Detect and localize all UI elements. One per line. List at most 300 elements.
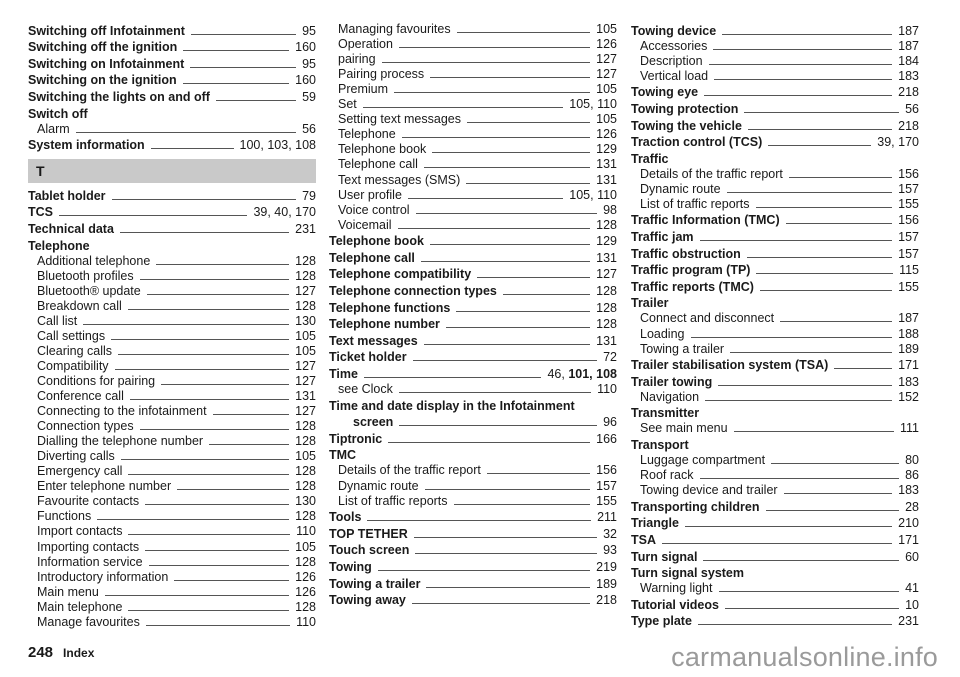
page-refs: 110: [296, 524, 316, 539]
page-refs: 105, 110: [569, 187, 617, 202]
leader-line: [744, 112, 899, 113]
leader-line: [432, 152, 590, 153]
index-entry: [28, 419, 316, 434]
page-refs: 72: [603, 350, 617, 365]
entry-pages: [596, 37, 617, 52]
entry-pages: [898, 69, 919, 84]
leader-line: [421, 261, 590, 262]
page-refs: 129: [596, 234, 617, 249]
entry-pages: [295, 540, 316, 555]
index-entry: [28, 570, 316, 585]
index-entry: [28, 204, 316, 221]
entry-pages: [295, 269, 316, 284]
entry-term: Traffic program (TP): [631, 263, 751, 278]
entry-term: Switching on Infotainment: [28, 56, 185, 71]
leader-line: [456, 311, 590, 312]
leader-line: [691, 337, 893, 338]
entry-term: User profile: [338, 187, 402, 202]
page-refs: 127: [295, 404, 316, 419]
leader-line: [760, 290, 892, 291]
leader-line: [364, 377, 542, 378]
index-entry: [28, 404, 316, 419]
entry-term: Trailer stabilisation system (TSA): [631, 358, 829, 373]
entry-term: Enter telephone number: [37, 479, 172, 494]
page-refs: 127: [295, 358, 316, 373]
entry-pages: [898, 327, 919, 342]
index-entry: [329, 52, 617, 67]
page-refs: 60: [905, 549, 919, 564]
entry-pages: [898, 516, 919, 531]
leader-line: [394, 92, 590, 93]
entry-pages: [302, 122, 316, 137]
entry-term: Transport: [631, 438, 689, 453]
index-entry: [631, 342, 919, 357]
entry-pages: [597, 382, 617, 397]
index-entry: [329, 592, 617, 609]
entry-pages: [898, 197, 919, 212]
entry-pages: [295, 585, 316, 600]
entry-pages: [596, 218, 617, 233]
entry-pages: [596, 234, 617, 249]
index-entry: [28, 55, 316, 72]
entry-pages: [603, 350, 617, 365]
leader-line: [747, 257, 892, 258]
page-refs: 218: [898, 85, 919, 100]
entry-pages: [596, 494, 617, 509]
index-entry: [28, 539, 316, 554]
index-entry: [28, 374, 316, 389]
entry-pages: [596, 593, 617, 608]
leader-line: [415, 553, 597, 554]
entry-pages: [302, 57, 316, 72]
page-refs: 155: [898, 196, 919, 211]
page-refs: 155: [898, 279, 919, 294]
page-refs: 127: [295, 374, 316, 388]
entry-term: Importing contacts: [37, 539, 140, 554]
index-entry: [329, 233, 617, 250]
page-refs: 218: [596, 593, 617, 608]
index-entry: [28, 509, 316, 524]
index-entry: [28, 137, 316, 154]
leader-line: [467, 122, 590, 123]
index-entry: [631, 581, 919, 596]
entry-term: Traffic jam: [631, 230, 694, 245]
leader-line: [713, 49, 892, 50]
index-entry: [329, 97, 617, 112]
entry-term: Additional telephone: [37, 253, 151, 268]
entry-term: Voice control: [338, 202, 410, 217]
page-refs: 218: [898, 118, 919, 133]
leader-line: [216, 100, 296, 101]
leader-line: [128, 309, 289, 310]
entry-pages: [569, 97, 617, 112]
leader-line: [722, 34, 892, 35]
index-entry: [329, 266, 617, 283]
page-refs: 128: [295, 253, 316, 268]
index-entry: [28, 269, 316, 284]
entry-pages: [295, 600, 316, 615]
leader-line: [59, 215, 247, 216]
entry-pages: [905, 581, 919, 596]
entry-term: pairing: [338, 52, 376, 67]
page-refs: 105: [295, 328, 316, 343]
index-entry: [28, 284, 316, 299]
leader-line: [128, 534, 290, 535]
entry-term: Managing favourites: [338, 22, 451, 37]
page-refs: 171: [898, 532, 919, 547]
page-refs-bold: 101, 108: [568, 367, 617, 381]
leader-line: [128, 610, 289, 611]
entry-pages: [898, 54, 919, 69]
index-entry: [329, 316, 617, 333]
letter-section-header: T: [28, 159, 316, 183]
index-entry: [28, 585, 316, 600]
leader-line: [399, 47, 590, 48]
entry-pages: [302, 24, 316, 39]
index-entry: [631, 22, 919, 39]
page-refs: 128: [295, 268, 316, 283]
entry-term: TOP TETHER: [329, 526, 408, 541]
entry-term: Trailer: [631, 296, 669, 311]
page-refs: 126: [596, 127, 617, 142]
entry-pages: [898, 358, 919, 373]
entry-pages: [295, 299, 316, 314]
entry-pages: [603, 203, 617, 218]
leader-line: [748, 129, 892, 130]
index-entry: [329, 203, 617, 218]
leader-line: [161, 384, 289, 385]
entry-term: Details of the traffic report: [338, 463, 481, 478]
entry-term: Telephone book: [329, 234, 424, 249]
entry-pages: [900, 421, 919, 436]
entry-pages: [898, 230, 919, 245]
leader-line: [190, 67, 296, 68]
index-entry: [28, 449, 316, 464]
page-refs: 160: [295, 73, 316, 88]
page-refs: 127: [596, 52, 617, 67]
entry-term: Details of the traffic report: [640, 166, 783, 181]
entry-pages: [905, 550, 919, 565]
entry-pages: [596, 267, 617, 282]
index-entry: [631, 326, 919, 341]
entry-term: Tablet holder: [28, 188, 106, 203]
entry-pages: [899, 263, 919, 278]
leader-line: [704, 95, 892, 96]
page-refs: 127: [295, 283, 316, 298]
page-refs: 219: [596, 559, 617, 574]
entry-pages: [898, 483, 919, 498]
page-refs: 39, 40, 170: [253, 205, 316, 220]
entry-pages: [295, 284, 316, 299]
page-refs: 128: [596, 317, 617, 332]
leader-line: [705, 400, 892, 401]
leader-line: [398, 228, 591, 229]
leader-line: [367, 520, 591, 521]
entry-term: Touch screen: [329, 543, 410, 558]
entry-term: Tools: [329, 510, 362, 525]
entry-pages: [295, 494, 316, 509]
index-entry: [28, 220, 316, 237]
index-entry: [28, 314, 316, 329]
index-entry: [28, 434, 316, 449]
leader-line: [408, 198, 563, 199]
entry-pages: [295, 314, 316, 329]
page-refs: 128: [596, 217, 617, 232]
entry-pages: [295, 479, 316, 494]
index-entry: [329, 509, 617, 526]
page-refs: 86: [905, 468, 919, 483]
page-refs: 187: [898, 38, 919, 53]
leader-line: [789, 177, 892, 178]
leader-line: [112, 199, 297, 200]
entry-term: Roof rack: [640, 468, 694, 483]
entry-term: Time: [329, 367, 358, 381]
entry-pages: [898, 85, 919, 100]
entry-pages: [905, 453, 919, 468]
index-entry: [28, 524, 316, 539]
page-refs: 105: [596, 82, 617, 97]
leader-line: [698, 624, 892, 625]
watermark: carmanualsonline.info: [671, 642, 938, 672]
entry-term: Pairing process: [338, 67, 425, 82]
entry-term: Turn signal system: [631, 566, 744, 581]
entry-pages: [295, 344, 316, 359]
leader-line: [414, 537, 597, 538]
index-column-2: [329, 22, 617, 608]
entry-term: Telephone book: [338, 142, 427, 157]
entry-term: TCS: [28, 205, 53, 220]
index-entry: [631, 134, 919, 151]
leader-line: [454, 504, 591, 505]
entry-term: see Clock: [338, 382, 393, 397]
page-refs: 128: [295, 479, 316, 494]
entry-term: Type plate: [631, 614, 692, 629]
entry-term: Telephone call: [329, 250, 415, 265]
entry-pages: [295, 570, 316, 585]
page-refs: 128: [295, 298, 316, 313]
index-entry: [631, 311, 919, 326]
entry-term: Time and date display in the Infotainment: [329, 398, 575, 413]
page-refs: 56: [905, 101, 919, 116]
entry-term: Emergency call: [37, 464, 123, 479]
entry-term: Telephone: [338, 127, 396, 142]
page-refs: 131: [596, 172, 617, 187]
entry-pages: [905, 468, 919, 483]
page-refs: 111: [899, 421, 919, 436]
entry-term: Ticket holder: [329, 350, 407, 365]
index-entry: [631, 197, 919, 212]
entry-term: Import contacts: [37, 524, 123, 539]
index-column-3: [631, 22, 919, 629]
entry-pages: [898, 213, 919, 228]
leader-line: [128, 474, 289, 475]
page-refs: 100, 103, 108: [239, 138, 316, 153]
entry-term: Technical data: [28, 221, 114, 236]
entry-pages: [603, 415, 617, 430]
entry-pages: [596, 157, 617, 172]
page-refs: 46,: [547, 367, 569, 381]
entry-pages: [596, 432, 617, 447]
entry-pages: [302, 189, 316, 204]
page-refs: 39, 170: [877, 135, 919, 150]
entry-term: Favourite contacts: [37, 494, 140, 509]
entry-term: Vertical load: [640, 68, 709, 83]
index-entry: [329, 282, 617, 299]
leader-line: [730, 352, 892, 353]
leader-line: [756, 273, 893, 274]
index-entry: [28, 389, 316, 404]
page-refs: 184: [898, 53, 919, 68]
entry-term: Information service: [37, 554, 143, 569]
index-entry: [631, 596, 919, 613]
page-refs: 105: [596, 22, 617, 37]
leader-line: [151, 148, 234, 149]
index-column-1: [28, 22, 316, 630]
leader-line: [709, 64, 893, 65]
page-refs: 157: [898, 246, 919, 261]
entry-pages: [547, 367, 617, 382]
entry-term: Transmitter: [631, 406, 700, 421]
entry-term: Telephone connection types: [329, 284, 497, 299]
index-entry: [329, 157, 617, 172]
page-refs: 131: [596, 250, 617, 265]
index-entry: [329, 142, 617, 157]
index-entry: [329, 112, 617, 127]
index-entry: [329, 22, 617, 37]
leader-line: [430, 77, 590, 78]
entry-term: Main telephone: [37, 599, 123, 614]
entry-pages: [877, 135, 919, 150]
page-refs: 110: [597, 382, 617, 397]
page-refs: 128: [295, 554, 316, 569]
page-refs: 188: [898, 326, 919, 341]
index-entry: [28, 105, 316, 122]
entry-term: See main menu: [640, 421, 728, 436]
leader-line: [130, 399, 289, 400]
leader-line: [425, 489, 591, 490]
index-entry: [631, 84, 919, 101]
leader-line: [118, 354, 289, 355]
leader-line: [446, 327, 590, 328]
entry-pages: [898, 24, 919, 39]
index-entry: [28, 22, 316, 39]
index-entry: [631, 421, 919, 436]
entry-term: Alarm: [37, 121, 70, 136]
leader-line: [209, 444, 289, 445]
leader-line: [191, 34, 296, 35]
leader-line: [487, 473, 590, 474]
entry-term: Towing the vehicle: [631, 118, 742, 133]
entry-pages: [596, 301, 617, 316]
entry-term: Bluetooth® update: [37, 283, 141, 298]
index-entry: [329, 575, 617, 592]
page-refs: 110: [296, 614, 316, 629]
index-entry: [631, 405, 919, 422]
leader-line: [145, 504, 289, 505]
entry-pages: [295, 222, 316, 237]
entry-term: screen: [353, 415, 394, 430]
entry-term: Dynamic route: [640, 181, 721, 196]
page-refs: 96: [603, 415, 617, 430]
leader-line: [177, 489, 289, 490]
entry-term: Connect and disconnect: [640, 311, 775, 326]
page-refs: 187: [898, 311, 919, 326]
entry-term: Breakdown call: [37, 298, 122, 313]
entry-pages: [596, 22, 617, 37]
entry-term: Conditions for pairing: [37, 374, 156, 388]
entry-term: Manage favourites: [37, 614, 140, 629]
leader-line: [424, 167, 590, 168]
page-refs: 183: [898, 374, 919, 389]
entry-term: List of traffic reports: [640, 196, 750, 211]
index-entry: [329, 414, 617, 431]
page-refs: 128: [596, 284, 617, 299]
page-refs: 80: [905, 453, 919, 468]
leader-line: [424, 344, 590, 345]
index-entry: [28, 187, 316, 204]
page-refs: 105: [295, 343, 316, 358]
entry-term: Call settings: [37, 328, 106, 343]
entry-pages: [295, 359, 316, 374]
index-entry: [631, 436, 919, 453]
leader-line: [780, 321, 892, 322]
index-entry: [631, 39, 919, 54]
entry-term: System information: [28, 138, 145, 153]
entry-term: Compatibility: [37, 358, 109, 373]
entry-pages: [596, 317, 617, 332]
entry-pages: [898, 167, 919, 182]
index-entry: [329, 37, 617, 52]
index-entry: [329, 558, 617, 575]
index-entry: [631, 483, 919, 498]
entry-term: Functions: [37, 509, 92, 524]
section-title: Index: [63, 646, 95, 660]
page-refs: 56: [302, 121, 316, 136]
page-refs: 183: [898, 68, 919, 83]
entry-pages: [596, 577, 617, 592]
leader-line: [685, 526, 892, 527]
page-refs: 189: [596, 576, 617, 591]
entry-pages: [295, 509, 316, 524]
page-refs: 41: [905, 581, 919, 596]
index-entry: [28, 344, 316, 359]
index-entry: [631, 117, 919, 134]
page-refs: 105: [295, 539, 316, 554]
entry-pages: [596, 67, 617, 82]
entry-term: Towing protection: [631, 101, 739, 116]
entry-term: Tiptronic: [329, 431, 383, 446]
page-refs: 155: [596, 493, 617, 508]
entry-pages: [898, 375, 919, 390]
leader-line: [83, 324, 289, 325]
entry-term: Voicemail: [338, 217, 392, 232]
entry-term: Diverting calls: [37, 449, 115, 464]
entry-pages: [253, 205, 316, 220]
index-entry: [631, 390, 919, 405]
entry-term: TMC: [329, 448, 357, 463]
entry-term: Operation: [338, 37, 393, 52]
entry-pages: [596, 560, 617, 575]
leader-line: [183, 83, 290, 84]
index-entry: [631, 515, 919, 532]
leader-line: [457, 32, 591, 33]
leader-line: [399, 392, 591, 393]
index-entry: [329, 172, 617, 187]
page-refs: 131: [295, 389, 316, 404]
index-entry: [28, 254, 316, 269]
entry-term: Towing away: [329, 593, 406, 608]
page-refs: 93: [603, 543, 617, 558]
